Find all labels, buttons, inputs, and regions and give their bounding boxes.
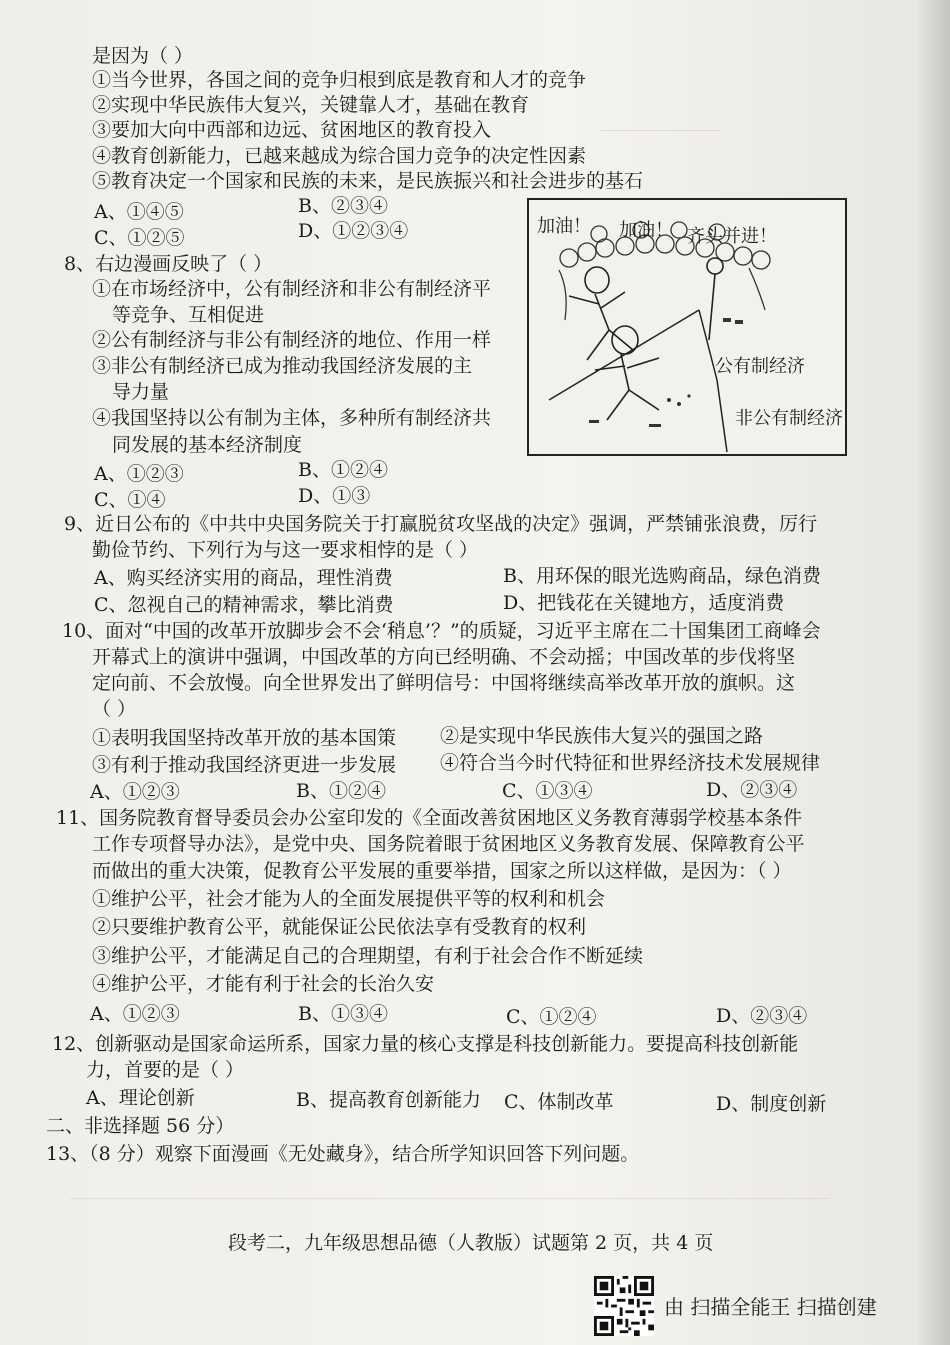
q10-item-1: ①表明我国坚持改革开放的基本国策	[92, 727, 397, 749]
q11-item-4: ④维护公平，才能有利于社会的长治久安	[92, 973, 435, 995]
q7-item-1: ①当今世界，各国之间的竞争归根到底是教育和人才的竞争	[92, 69, 587, 91]
q11-stem-line-1: 11、国务院教育督导委员会办公室印发的《全面改善贫困地区义务教育薄弱学校基本条件	[56, 807, 803, 829]
cartoon-shout-1: 加油！	[537, 216, 591, 237]
q9-stem-line-2: 勤俭节约、下列行为与这一要求相悖的是（ ）	[92, 539, 479, 561]
runner-public	[569, 267, 633, 360]
q12-stem-line-1: 12、创新驱动是国家命运所系，国家力量的核心支撑是科技创新能力。要提高科技创新能	[52, 1033, 799, 1055]
q11-option-b[interactable]: B、①③④	[298, 1003, 388, 1025]
q8-item-1a: ①在市场经济中，公有制经济和非公有制经济平	[92, 278, 492, 300]
q10-item-4: ④符合当今时代特征和世界经济技术发展规律	[440, 752, 821, 774]
q9-option-b[interactable]: B、用环保的眼光选购商品，绿色消费	[503, 565, 821, 587]
bleed-through-mark	[600, 100, 720, 131]
scanner-watermark: 由 扫描全能王 扫描创建	[664, 1295, 877, 1319]
q7-option-d[interactable]: D、①②③④	[298, 220, 409, 242]
q11-option-a[interactable]: A、①②③	[90, 1003, 180, 1025]
q10-item-3: ③有利于推动我国经济更进一步发展	[92, 754, 397, 776]
cartoon-shout-2: 加油！	[619, 220, 673, 241]
q10-option-a[interactable]: A、①②③	[90, 781, 180, 803]
q9-option-c[interactable]: C、忽视自己的精神需求，攀比消费	[94, 594, 394, 616]
q11-stem-line-2: 工作专项督导办法》，是党中央、国务院着眼于贫困地区义务教育发展、保障教育公平	[92, 833, 805, 855]
q7-option-a[interactable]: A、①④⑤	[94, 201, 184, 223]
q7-stem-tail: 是因为（ ）	[92, 45, 194, 67]
q11-item-1: ①维护公平，社会才能为人的全面发展提供平等的权利和机会	[92, 888, 606, 910]
section-2-heading: 二、非选择题 56 分）	[46, 1115, 235, 1137]
q12-option-a[interactable]: A、理论创新	[86, 1087, 195, 1109]
q9-stem-line-1: 9、近日公布的《中共中央国务院关于打赢脱贫攻坚战的决定》强调，严禁铺张浪费，厉行	[64, 513, 818, 535]
q8-item-4a: ④我国坚持以公有制为主体，多种所有制经济共	[92, 407, 492, 429]
track-lines	[549, 310, 727, 452]
cartoon-shout-3: 齐头并进！	[687, 226, 777, 247]
q10-stem-line-3: 定向前、不会放慢。向全世界发出了鲜明信号：中国将继续高举改革开放的旗帜。这	[92, 672, 796, 694]
q8-option-a[interactable]: A、①②③	[94, 463, 184, 485]
q7-item-4: ④教育创新能力，已越来越成为综合国力竞争的决定性因素	[92, 145, 587, 167]
q10-stem-line-2: 开幕式上的演讲中强调，中国改革的方向已经明确、不会动摇；中国改革的步伐将坚	[92, 646, 796, 668]
q8-option-b[interactable]: B、①②④	[298, 459, 388, 481]
q8-cartoon	[527, 198, 847, 456]
q8-item-1b: 等竞争、互相促进	[112, 304, 265, 326]
page-footer: 段考二，九年级思想品德（人教版）试题第 2 页，共 4 页	[228, 1232, 714, 1254]
finish-post	[707, 258, 723, 340]
q8-option-c[interactable]: C、①④	[94, 489, 166, 511]
q10-stem-line-4: （ ）	[92, 698, 137, 720]
q11-item-2: ②只要维护教育公平，就能保证公民依法享有受教育的权利	[92, 916, 587, 938]
q8-item-3a: ③非公有制经济已成为推动我国经济发展的主	[92, 355, 473, 377]
q7-option-b[interactable]: B、②③④	[298, 195, 388, 217]
q7-item-5: ⑤教育决定一个国家和民族的未来，是民族振兴和社会进步的基石	[92, 170, 644, 192]
q12-option-c[interactable]: C、体制改革	[504, 1091, 614, 1113]
qr-code-icon	[594, 1276, 654, 1336]
q8-option-d[interactable]: D、①③	[298, 485, 371, 507]
q11-item-3: ③维护公平，才能满足自己的合理期望，有利于社会合作不断延续	[92, 945, 644, 967]
q11-option-d[interactable]: D、②③④	[716, 1005, 808, 1027]
bleed-through-mark	[70, 1178, 830, 1199]
q11-option-c[interactable]: C、①②④	[506, 1006, 597, 1028]
q12-option-b[interactable]: B、提高教育创新能力	[296, 1089, 481, 1111]
q8-stem: 8、右边漫画反映了（ ）	[64, 253, 273, 275]
q12-option-d[interactable]: D、制度创新	[716, 1093, 827, 1115]
q10-option-c[interactable]: C、①③④	[502, 780, 593, 802]
cartoon-label-public: 公有制经济	[715, 356, 805, 377]
q7-item-3: ③要加大向中西部和边远、贫困地区的教育投入	[92, 119, 492, 141]
q11-stem-line-3: 而做出的重大决策，促教育公平发展的重要举措，国家之所以这样做，是因为：（ ）	[92, 860, 792, 882]
q7-option-c[interactable]: C、①②⑤	[94, 227, 185, 249]
q13-stem: 13、（8 分）观察下面漫画《无处藏身》，结合所学知识回答下列问题。	[46, 1143, 640, 1165]
q8-item-3b: 导力量	[112, 381, 170, 403]
page-edge-shadow	[916, 0, 950, 1345]
q9-option-d[interactable]: D、把钱花在关键地方，适度消费	[503, 592, 785, 614]
q10-stem-line-1: 10、面对“中国的改革开放脚步会不会‘稍息’？”的质疑，习近平主席在二十国集团工商峰会	[62, 620, 821, 642]
q10-item-2: ②是实现中华民族伟大复兴的强国之路	[440, 725, 764, 747]
q12-stem-line-2: 力，首要的是（ ）	[86, 1059, 245, 1081]
cartoon-label-nonpublic: 非公有制经济	[735, 408, 843, 429]
q10-option-b[interactable]: B、①②④	[296, 780, 386, 802]
q9-option-a[interactable]: A、购买经济实用的商品，理性消费	[94, 567, 393, 589]
q8-item-4b: 同发展的基本经济制度	[112, 434, 303, 456]
q7-item-2: ②实现中华民族伟大复兴，关键靠人才，基础在教育	[92, 94, 530, 116]
q8-item-2: ②公有制经济与非公有制经济的地位、作用一样	[92, 329, 492, 351]
q10-option-d[interactable]: D、②③④	[706, 779, 798, 801]
